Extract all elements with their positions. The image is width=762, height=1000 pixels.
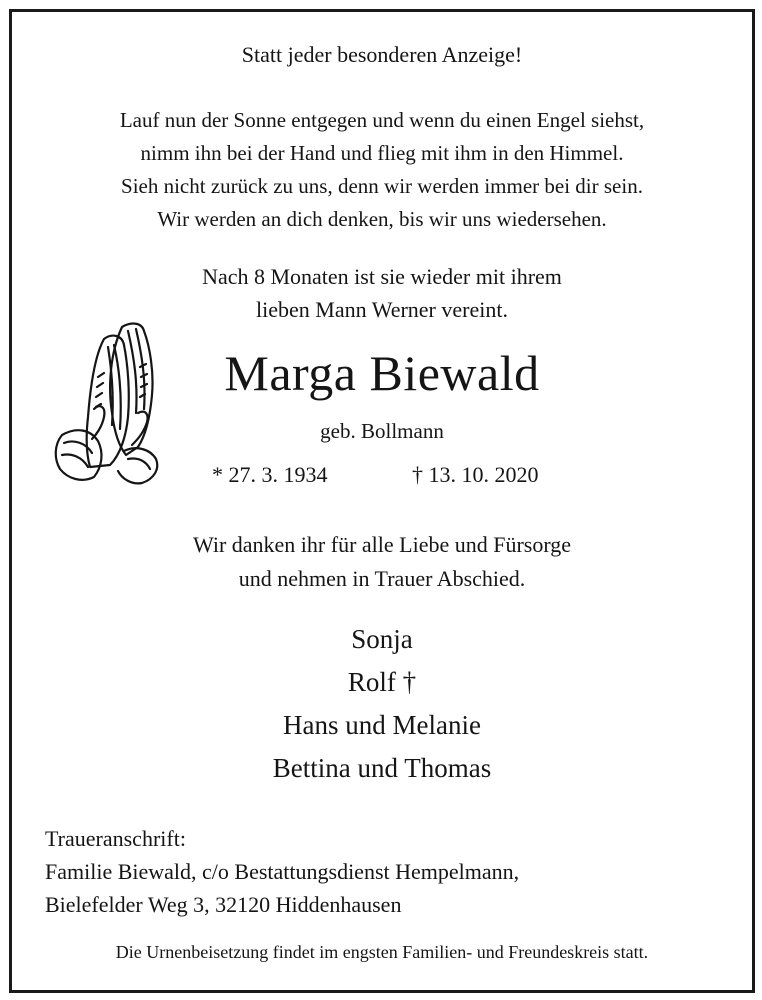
birth-date: * 27. 3. 1934 (212, 462, 328, 487)
mourner-name: Rolf † (347, 667, 417, 697)
poem-line: Sieh nicht zurück zu uns, denn wir werden immer bei dir sein. (121, 174, 643, 198)
mourners-list (12, 618, 752, 790)
address-line: Familie Biewald, c/o Bestattungsdienst Hempelmann, (45, 859, 520, 884)
obituary-notice (9, 9, 755, 993)
poem-line: nimm ihn bei der Hand und flieg mit ihm in den Himmel. (140, 141, 624, 165)
mourner-name: Bettina und Thomas (272, 753, 492, 783)
mourner-name: Hans und Melanie (283, 710, 481, 740)
reunited-line: lieben Mann Werner vereint. (256, 297, 508, 322)
thanks-line: und nehmen in Trauer Abschied. (238, 566, 526, 591)
maiden-name: geb. Bollmann (320, 419, 444, 443)
address-line: Bielefelder Weg 3, 32120 Hiddenhausen (45, 892, 402, 917)
death-date: † 13. 10. 2020 (412, 462, 539, 487)
poem-line: Lauf nun der Sonne entgegen und wenn du einen Engel siehst, (119, 108, 645, 132)
deceased-name: Marga Biewald (224, 345, 540, 401)
mourner-name: Sonja (351, 624, 413, 654)
poem-line: Wir werden an dich denken, bis wir uns wiedersehen. (157, 207, 607, 231)
poem (12, 104, 752, 236)
burial-note: Die Urnenbeisetzung findet im engsten Familien- und Freundeskreis statt. (115, 942, 649, 962)
reunited-line: Nach 8 Monaten ist sie wieder mit ihrem (202, 264, 562, 289)
address-label: Traueranschrift: (45, 826, 186, 851)
thanks-text (12, 528, 752, 596)
notice-header: Statt jeder besonderen Anzeige! (241, 42, 523, 67)
thanks-line: Wir danken ihr für alle Liebe und Fürsorge (192, 532, 572, 557)
mourning-address (45, 822, 519, 921)
